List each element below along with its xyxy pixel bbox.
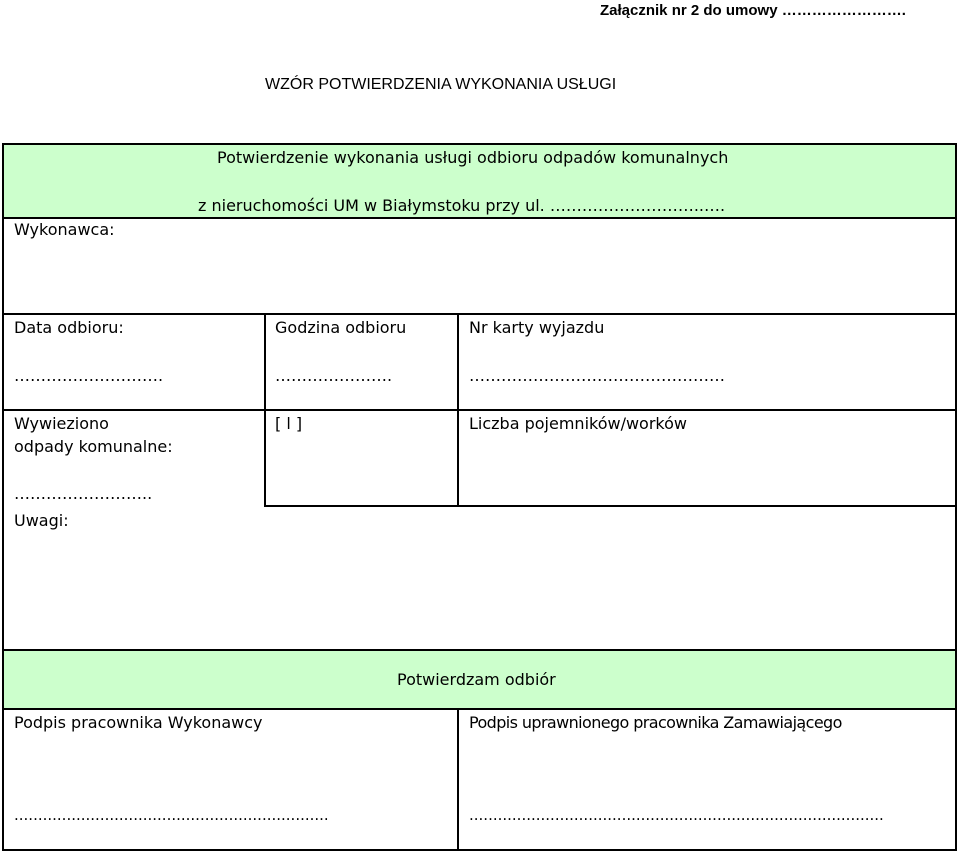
containers-label: Liczba pojemników/worków [469,414,687,433]
date-label: Data odbioru: [14,318,124,337]
sig-client-line[interactable]: ....................................................................................... [469,806,884,824]
form-heading-line2: z nieruchomości UM w Białymstoku przy ul. ………………………..…. [198,196,726,215]
sig-contractor-line[interactable]: .................................................................. [14,806,329,824]
annex-note: Załącznik nr 2 do umowy ……………………. [600,2,906,19]
time-label: Godzina odbioru [275,318,407,337]
time-field[interactable]: …………………. [275,366,393,385]
sig-contractor-label: Podpis pracownika Wykonawcy [14,713,263,732]
form-heading-line1: Potwierdzenie wykonania usługi odbioru odpadów komunalnych [217,148,729,167]
confirm-label: Potwierdzam odbiór [397,670,556,689]
waste-unit: [ l ] [275,414,303,433]
sig-client-label: Podpis uprawnionego pracownika Zamawiającego [469,713,842,732]
document-title: WZÓR POTWIERDZENIA WYKONANIA USŁUGI [265,76,617,93]
card-field[interactable]: ………………………………………… [469,366,725,385]
remarks-label: Uwagi: [14,511,69,530]
date-field[interactable]: ………………………. [14,366,164,385]
contractor-label: Wykonawca: [14,220,115,239]
waste-label-line2: odpady komunalne: [14,437,173,456]
waste-label-line1: Wywieziono [14,414,109,433]
waste-field[interactable]: …………………….. [14,484,153,503]
card-label: Nr karty wyjazdu [469,318,605,337]
